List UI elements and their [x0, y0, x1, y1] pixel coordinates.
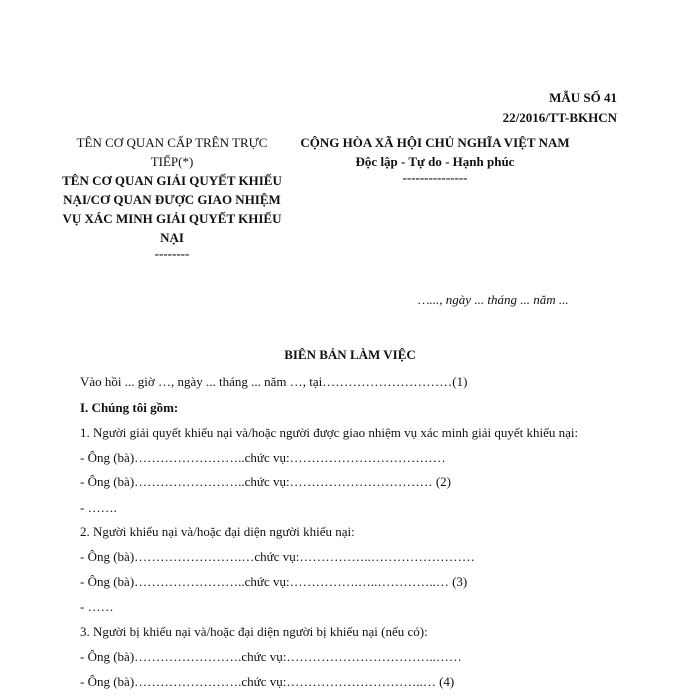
body-line: 2. Người khiếu nại và/hoặc đại diện người khiếu nại: [80, 524, 355, 539]
body-line: - …… [80, 599, 114, 614]
body-line: - ……. [80, 500, 117, 515]
body-line: 3. Người bị khiếu nại và/hoặc đại diện người bị khiếu nại (nếu có): [80, 624, 428, 639]
national-motto: Độc lập - Tự do - Hạnh phúc [355, 154, 515, 169]
body-line: - Ông (bà)…………………….chức vụ:……………………………..…… [80, 649, 462, 664]
body-line: - Ông (bà)…………………….chức vụ:…………………………..… (4) [80, 674, 455, 689]
body-line: - Ông (bà)……………………..chức vụ:……………………………… [80, 450, 446, 465]
right-header-divider: --------------- [402, 170, 468, 185]
body-line: 1. Người giải quyết khiếu nại và/hoặc người được giao nhiệm vụ xác minh giải quyết khiếu nại: [80, 425, 579, 440]
form-number: MẪU SỐ 41 [549, 90, 617, 105]
body-line: - Ông (bà)……………………..chức vụ:…………………………… (2) [80, 474, 452, 489]
right-header [270, 133, 600, 185]
section-heading: I. Chúng tôi gồm: [80, 400, 179, 415]
intro-line: Vào hồi ... giờ …, ngày ... tháng ... năm …, tại…………………………(1) [80, 374, 468, 389]
document-title: BIÊN BẢN LÀM VIỆC [284, 347, 416, 362]
left-header [62, 133, 282, 261]
superior-agency-name: TÊN CƠ QUAN CẤP TRÊN TRỰC TIẾP(*) [76, 135, 268, 169]
body-line: - Ông (bà)…………………….…chức vụ:……………..…………………… [80, 549, 475, 564]
body-line: - Ông (bà)……………………..chức vụ:…………….…..…………..… (3) [80, 574, 468, 589]
country-name: CỘNG HÒA XÃ HỘI CHỦ NGHĨA VIỆT NAM [300, 135, 570, 150]
agency-name: TÊN CƠ QUAN GIẢI QUYẾT KHIẾU NẠI/CƠ QUAN ĐƯỢC GIAO NHIỆM VỤ XÁC MINH GIẢI QUYẾT KHIẾU NẠI [62, 173, 282, 245]
circular-number: 22/2016/TT-BKHCN [502, 110, 617, 125]
left-header-divider: -------- [154, 246, 190, 261]
date-line: …..., ngày ... tháng ... năm ... [418, 292, 569, 307]
